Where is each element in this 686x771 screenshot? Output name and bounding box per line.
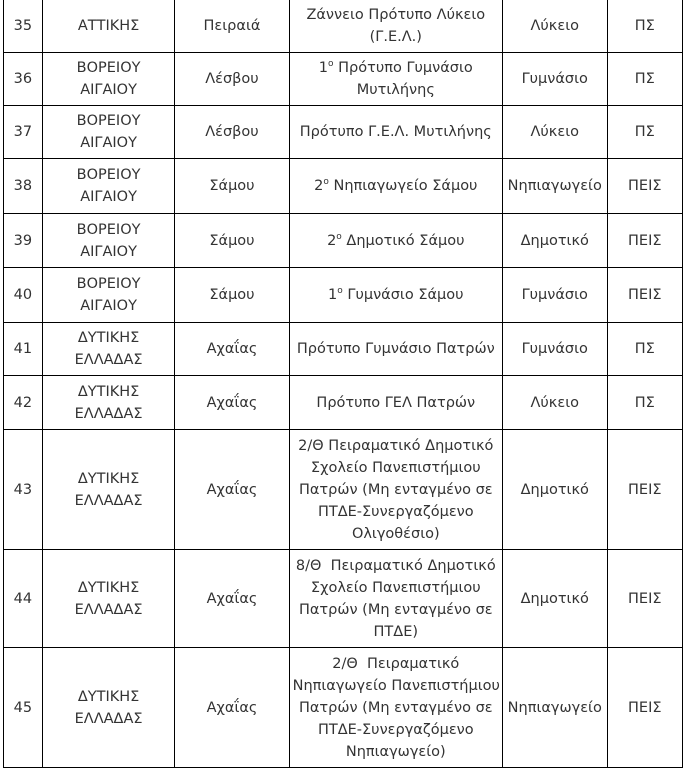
school-type-cell: ΠΕΙΣ: [607, 430, 682, 550]
school-name-cell-line: ΠΤΔΕ-Συνεργαζόμενο: [317, 503, 474, 520]
school-name-cell: [289, 648, 502, 768]
schools-table: [3, 0, 683, 768]
school-ordinal-suffix: ο: [328, 59, 334, 70]
region-cell: [42, 323, 175, 376]
prefecture-cell: Λέσβου: [175, 106, 289, 159]
school-name-text: Πρότυπο Γυμνάσιο: [333, 60, 473, 76]
school-name-cell: [289, 550, 502, 648]
school-type-cell: ΠΕΙΣ: [607, 550, 682, 648]
prefecture-cell: Αχαΐας: [175, 550, 289, 648]
school-name-cell-line: Ζάννειο Πρότυπο Λύκειο: [306, 7, 486, 23]
row-number: 36: [4, 53, 43, 106]
region-cell-line: ΔΥΤΙΚΗΣ: [77, 688, 140, 705]
school-name-cell-line: Νηπιαγωγείο): [345, 743, 446, 760]
region-cell: [42, 214, 175, 268]
region-cell: [42, 159, 175, 214]
region-cell-line: ΑΙΓΑΙΟΥ: [80, 243, 137, 260]
row-number: 44: [4, 550, 43, 648]
school-name-cell-line: 8/Θ Πειραματικό Δημοτικό: [295, 557, 496, 574]
region-cell-line: ΑΙΓΑΙΟΥ: [80, 189, 137, 205]
region-cell-line: ΒΟΡΕΙΟΥ: [76, 167, 141, 183]
table-row: [4, 323, 683, 376]
school-type-cell: ΠΣ: [607, 323, 682, 376]
school-name-cell-line: Πατρών (Μη ενταγμένο σε: [298, 481, 493, 498]
region-cell-line: ΕΛΛΑΔΑΣ: [74, 352, 143, 368]
region-cell-line: ΔΥΤΙΚΗΣ: [77, 383, 140, 400]
region-cell-line: ΕΛΛΑΔΑΣ: [74, 492, 143, 509]
level-cell: Γυμνάσιο: [502, 323, 607, 376]
school-name-text: Νηπιαγωγείο Σάμου: [328, 178, 478, 194]
row-number: 37: [4, 106, 43, 159]
region-cell-line: ΕΛΛΑΔΑΣ: [74, 405, 143, 422]
row-number: 45: [4, 648, 43, 768]
region-cell-line: ΒΟΡΕΙΟΥ: [76, 60, 141, 76]
school-name-cell-line: Σχολείο Πανεπιστήμιου: [310, 579, 481, 596]
school-name-cell: [289, 53, 502, 106]
region-cell-line: ΒΟΡΕΙΟΥ: [76, 276, 141, 292]
school-name-cell-line: Πρότυπο Γ.Ε.Λ. Μυτιλήνης: [299, 124, 492, 140]
school-name-cell-line: [293, 57, 499, 79]
region-cell: [42, 550, 175, 648]
school-name-cell: [289, 214, 502, 268]
region-cell-line: ΕΛΛΑΔΑΣ: [74, 601, 143, 618]
row-number: 38: [4, 159, 43, 214]
level-cell: Νηπιαγωγείο: [502, 159, 607, 214]
row-number: 41: [4, 323, 43, 376]
schools-table-body: [4, 0, 683, 768]
row-number: 39: [4, 214, 43, 268]
table-row: [4, 106, 683, 159]
table-row: [4, 376, 683, 430]
school-type-cell: ΠΕΙΣ: [607, 268, 682, 323]
level-cell: Γυμνάσιο: [502, 53, 607, 106]
region-cell-line: ΒΟΡΕΙΟΥ: [76, 221, 141, 238]
school-name-cell-line: 2/Θ Πειραματικό Δημοτικό: [298, 437, 494, 454]
region-cell: [42, 648, 175, 768]
row-number: 35: [4, 0, 43, 53]
school-type-cell: ΠΣ: [607, 376, 682, 430]
school-name-cell-line: [293, 175, 499, 197]
region-cell-line: ΕΛΛΑΔΑΣ: [74, 710, 143, 727]
school-name-cell-line: Πρότυπο ΓΕΛ Πατρών: [316, 394, 476, 411]
region-cell: [42, 430, 175, 550]
level-cell: Γυμνάσιο: [502, 268, 607, 323]
school-ordinal: 2: [327, 232, 337, 249]
table-row: [4, 53, 683, 106]
prefecture-cell: Σάμου: [175, 268, 289, 323]
school-name-cell-line: [293, 284, 499, 306]
school-name-cell-line: Ολιγοθέσιο): [351, 525, 440, 542]
school-type-cell: ΠΕΙΣ: [607, 159, 682, 214]
school-name-cell-line: 2/Θ Πειραματικό: [332, 655, 460, 672]
region-cell-line: ΑΙΓΑΙΟΥ: [80, 82, 137, 98]
prefecture-cell: Αχαΐας: [175, 376, 289, 430]
school-name-cell-line: Μυτιλήνης: [356, 82, 435, 98]
school-type-cell: ΠΕΙΣ: [607, 214, 682, 268]
region-cell: [42, 0, 175, 53]
region-cell: [42, 53, 175, 106]
prefecture-cell: Πειραιά: [175, 0, 289, 53]
school-name-cell-line: Νηπιαγωγείο Πανεπιστήμιου: [292, 677, 500, 694]
school-name-cell: [289, 376, 502, 430]
level-cell: Λύκειο: [502, 106, 607, 159]
prefecture-cell: Αχαΐας: [175, 323, 289, 376]
school-name-cell-line: ΠΤΔΕ-Συνεργαζόμενο: [317, 721, 474, 738]
level-cell: Νηπιαγωγείο: [502, 648, 607, 768]
school-name-cell: [289, 106, 502, 159]
region-cell-line: ΑΙΓΑΙΟΥ: [80, 135, 137, 151]
region-cell: [42, 268, 175, 323]
row-number: 42: [4, 376, 43, 430]
level-cell: Δημοτικό: [502, 214, 607, 268]
level-cell: Λύκειο: [502, 376, 607, 430]
school-ordinal-suffix: ο: [337, 286, 343, 297]
school-name-text: Δημοτικό Σάμου: [341, 232, 465, 249]
region-cell-line: ΔΥΤΙΚΗΣ: [77, 470, 140, 487]
table-row: [4, 214, 683, 268]
table-row: [4, 648, 683, 768]
prefecture-cell: Σάμου: [175, 159, 289, 214]
table-row: [4, 430, 683, 550]
prefecture-cell: Λέσβου: [175, 53, 289, 106]
level-cell: Δημοτικό: [502, 430, 607, 550]
school-type-cell: ΠΕΙΣ: [607, 648, 682, 768]
prefecture-cell: Αχαΐας: [175, 648, 289, 768]
school-ordinal-suffix: ο: [336, 231, 342, 242]
region-cell-line: ΔΥΤΙΚΗΣ: [77, 330, 140, 346]
region-cell-line: ΑΙΓΑΙΟΥ: [80, 298, 137, 314]
table-row: [4, 550, 683, 648]
prefecture-cell: Αχαΐας: [175, 430, 289, 550]
region-cell-line: ΑΤΤΙΚΗΣ: [77, 18, 140, 34]
school-name-cell: [289, 0, 502, 53]
school-ordinal: 1: [328, 287, 338, 303]
school-name-cell: [289, 430, 502, 550]
table-row: [4, 159, 683, 214]
prefecture-cell: Σάμου: [175, 214, 289, 268]
table-row: [4, 0, 683, 53]
school-name-cell: [289, 159, 502, 214]
school-ordinal: 2: [314, 178, 324, 194]
level-cell: Λύκειο: [502, 0, 607, 53]
school-name-cell-line: ΠΤΔΕ): [373, 623, 419, 640]
school-ordinal: 1: [318, 60, 329, 76]
school-name-text: Γυμνάσιο Σάμου: [342, 287, 464, 303]
school-name-cell-line: (Γ.Ε.Λ.): [369, 29, 422, 45]
table-row: [4, 268, 683, 323]
region-cell-line: ΔΥΤΙΚΗΣ: [77, 579, 140, 596]
school-type-cell: ΠΣ: [607, 106, 682, 159]
level-cell: Δημοτικό: [502, 550, 607, 648]
school-name-cell-line: Πατρών (Μη ενταγμένο σε: [298, 699, 493, 716]
school-name-cell: [289, 323, 502, 376]
region-cell: [42, 106, 175, 159]
region-cell-line: ΒΟΡΕΙΟΥ: [76, 113, 141, 129]
school-name-cell-line: Πρότυπο Γυμνάσιο Πατρών: [296, 341, 495, 357]
school-name-cell: [289, 268, 502, 323]
school-type-cell: ΠΣ: [607, 53, 682, 106]
school-type-cell: ΠΣ: [607, 0, 682, 53]
region-cell: [42, 376, 175, 430]
school-name-cell-line: Σχολείο Πανεπιστήμιου: [310, 459, 481, 476]
school-name-cell-line: Πατρών (Μη ενταγμένο σε: [298, 601, 493, 618]
row-number: 43: [4, 430, 43, 550]
school-ordinal-suffix: ο: [323, 177, 329, 188]
school-name-cell-line: [293, 230, 499, 252]
row-number: 40: [4, 268, 43, 323]
